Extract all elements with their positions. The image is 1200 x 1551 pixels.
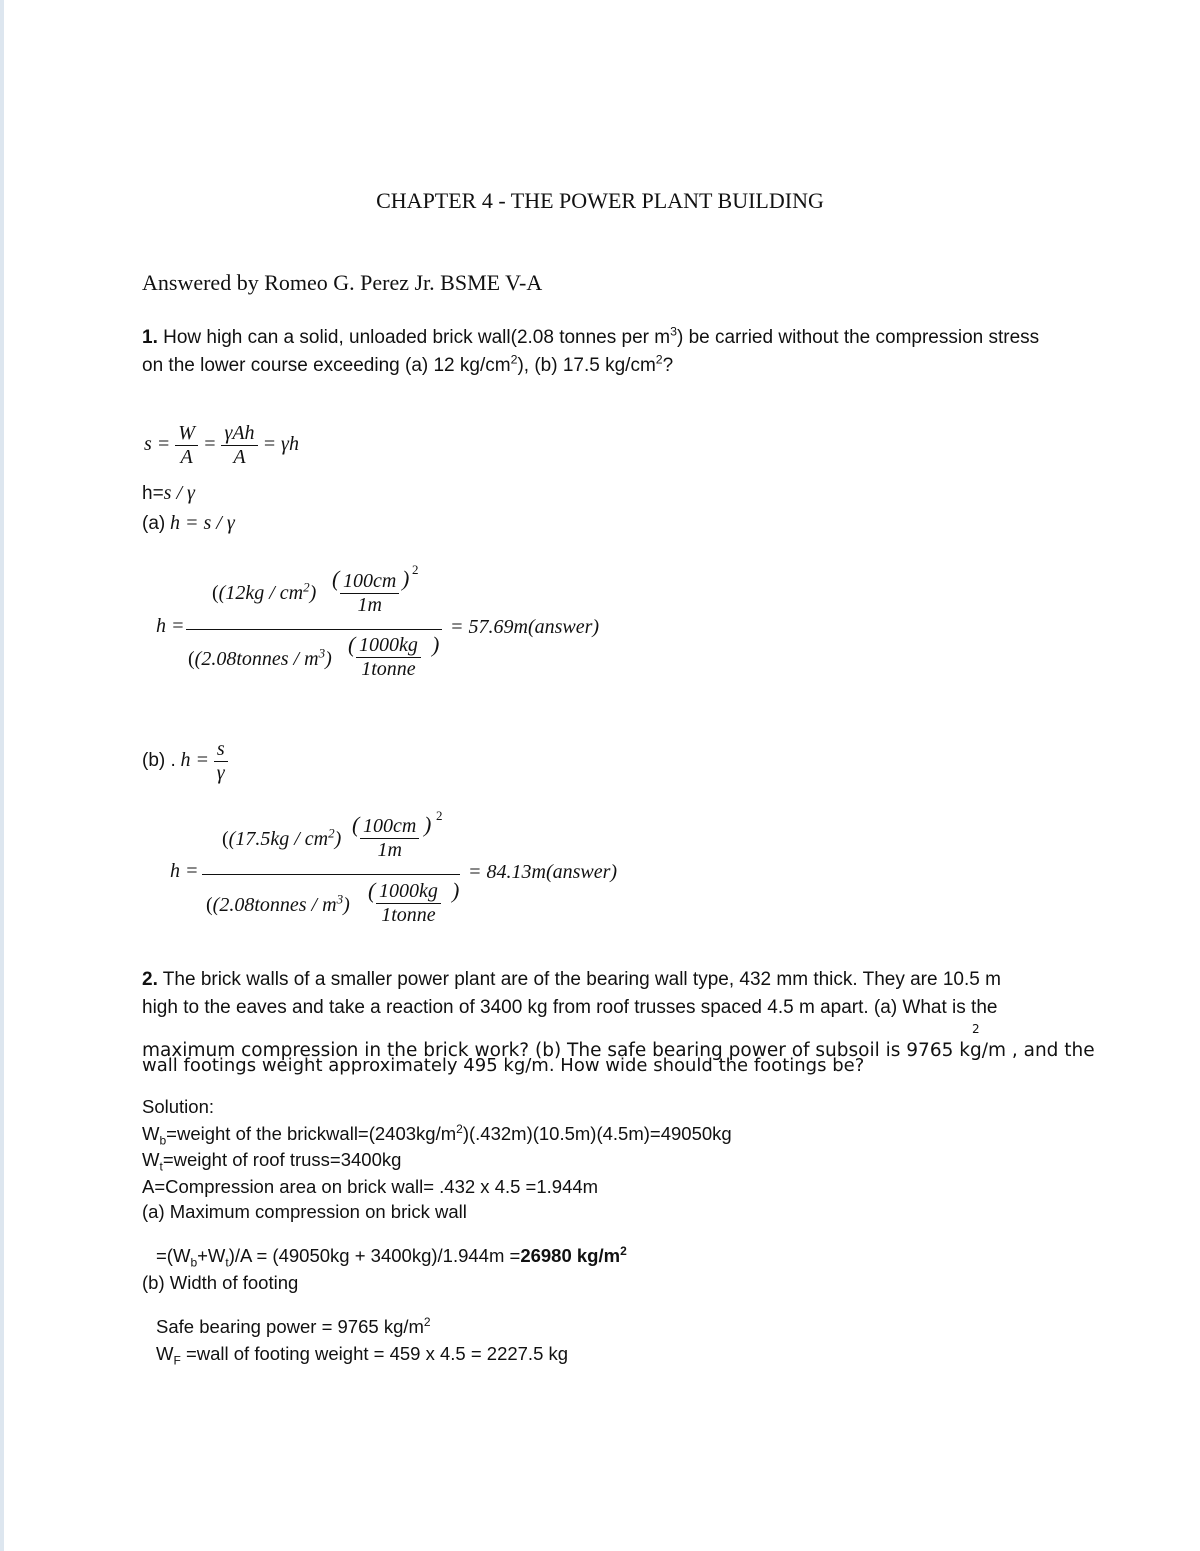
question-2-line-4: wall footings weight approximately 495 kg/m. How wide should the footings be? xyxy=(142,1055,865,1076)
solution-wt: $W_t=weight$ of roof truss=3400kg xyxy=(142,1149,402,1174)
part-a-tonne-fraction: $\frac{1000kg}{\text{1tonne}}$ xyxy=(356,634,421,681)
part-a-den-bracket-close: ) xyxy=(432,632,440,657)
part-b-formula: (b) . h = $\frac{s}{\gamma}$ xyxy=(142,738,228,785)
solution-heading: Solution: xyxy=(142,1096,214,1117)
solution-part-a-heading: (a) Maximum compression on brick wall xyxy=(142,1201,467,1222)
solution-area: A=Compression area on brick wall= .432 x 4.5 =1.944m xyxy=(142,1176,599,1197)
solution-part-b-heading: (b) Width of footing xyxy=(142,1272,299,1293)
yah-over-a: $\frac{\text{γAh}}{A}$ xyxy=(221,422,257,469)
stress-formula: s = $\frac{W}{A}$ = $\frac{\text{γAh}}{A}$ = γh xyxy=(144,422,299,468)
part-b-numerator-left: ($(17.5kg / cm^2)$ xyxy=(222,825,342,850)
solution-safe-bearing: Safe bearing power = 9765 $kg/m^2$ xyxy=(156,1314,431,1337)
question-2-superscript: 2 xyxy=(972,1022,980,1036)
page-edge xyxy=(0,0,4,1551)
part-b-h: h = xyxy=(170,860,199,882)
part-a-exponent: 2 xyxy=(412,562,419,577)
part-a-bracket-close: ) xyxy=(402,566,410,591)
part-a-denominator-left: ((2.08tonnes / $m^3$) xyxy=(188,645,332,670)
w-over-a: $\frac{W}{A}$ xyxy=(175,422,198,469)
part-b-bracket: ( xyxy=(352,812,360,837)
question-1-line-1: 1. How high can a solid, unloaded brick wall(2.08 tonnes per $m^3$) be carried without the compression stress xyxy=(142,324,1040,348)
part-a-main-fraction-bar xyxy=(186,629,442,630)
part-b-exponent: 2 xyxy=(436,808,443,823)
part-b-unit-fraction: $\frac{100cm}{1m}$ xyxy=(360,815,419,862)
part-a-bracket: ( xyxy=(332,566,340,591)
part-b-denominator-left: ((2.08tonnes / $m^3$) xyxy=(206,891,350,916)
question-1 xyxy=(142,324,1039,380)
part-b-den-bracket: ( xyxy=(368,878,376,903)
h-definition: h=s / γ xyxy=(142,482,195,504)
part-b-den-bracket-close: ) xyxy=(452,878,460,903)
question-2-line-2: high to the eaves and take a reaction of 3400 kg from roof trusses spaced 4.5 m apart. (a) What is the xyxy=(142,997,998,1018)
part-a-h: h = xyxy=(156,615,185,637)
part-b-bracket-close: ) xyxy=(424,812,432,837)
part-a-result: = 57.69m(answer) xyxy=(450,616,600,638)
part-a-numerator-left: ($(12kg / cm^2)$ xyxy=(212,579,317,604)
part-b-main-fraction-bar xyxy=(202,874,460,875)
byline: Answered by Romeo G. Perez Jr. BSME V-A xyxy=(142,270,543,295)
part-b-result: = 84.13m(answer) xyxy=(468,861,618,883)
part-b-tonne-fraction: $\frac{1000kg}{\text{1tonne}}$ xyxy=(376,880,441,927)
part-a-den-bracket: ( xyxy=(348,632,356,657)
question-2 xyxy=(142,966,1001,1022)
question-2-line-3: maximum compression in the brick work? (b) The safe bearing power of subsoil is 9765 kg/m , and the xyxy=(142,1040,1095,1061)
page-title: CHAPTER 4 - THE POWER PLANT BUILDING xyxy=(376,188,824,213)
solution-part-a-calculation: $=(W_b+W_t)/A = (49050kg + 3400kg)/1.944m =26980$ $kg/m^2$ xyxy=(156,1243,627,1270)
part-a-formula: (a) h = s / γ xyxy=(142,512,235,534)
solution-wf: $W_F$ =wall of footing weight = 459 x 4.5 = 2227.5 kg xyxy=(156,1343,569,1368)
question-1-line-2: on the lower course exceeding (a) 12 $kg/cm^2$), (b) 17.5 $kg/cm^2$? xyxy=(142,352,674,376)
part-a-unit-fraction: $\frac{100cm}{1m}$ xyxy=(340,570,399,617)
question-2-line-1: 2. The brick walls of a smaller power plant are of the bearing wall type, 432 mm thick. They are 10.5 m xyxy=(142,969,1001,990)
solution-wb: $W_b=weight$ of the $brickwall=(2403kg/m^2)(.432m)(10.5m)(4.5m)=49050kg$ xyxy=(142,1121,732,1148)
